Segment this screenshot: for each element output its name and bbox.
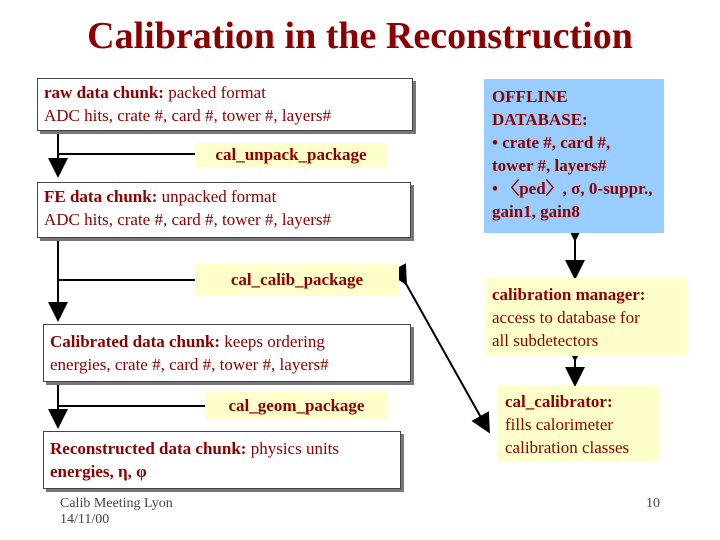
reconstructed-data-chunk-box [43, 431, 401, 489]
calibrator-line3: calibration classes [505, 438, 630, 457]
calibration-manager-box [485, 278, 687, 356]
offline-db-line: DATABASE: [492, 110, 588, 129]
manager-line3: all subdetectors [492, 331, 599, 350]
offline-db-line: gain1, gain8 [492, 202, 580, 221]
raw-data-chunk-box [37, 78, 413, 131]
calibrated-data-chunk-box [43, 324, 411, 382]
raw-chunk-line2: ADC hits, crate #, card #, tower #, layers# [44, 106, 332, 125]
calibrated-chunk-line2: energies, crate #, card #, tower #, layers# [50, 355, 329, 374]
calibrator-line2: fills calorimeter [505, 415, 614, 434]
unpack-package-label: cal_unpack_package [215, 145, 367, 164]
reco-chunk-heading-rest: physics units [246, 439, 340, 458]
fe-chunk-line2: ADC hits, crate #, card #, tower #, layers# [44, 210, 332, 229]
reco-chunk-line2: energies, η, φ [50, 462, 147, 481]
reco-chunk-heading: Reconstructed data chunk: [50, 439, 247, 458]
arrow-calib-calibrator [405, 282, 488, 430]
offline-db-line: OFFLINE [492, 87, 568, 106]
calibrator-box [497, 386, 659, 462]
raw-chunk-heading: raw data chunk: [44, 83, 164, 102]
unpack-package-box [195, 143, 387, 167]
footer-date: 14/11/00 [60, 512, 110, 527]
fe-chunk-heading: FE data chunk: [44, 187, 158, 206]
calib-package-box [195, 264, 399, 296]
calibrated-chunk-heading: Calibrated data chunk: [50, 332, 221, 351]
offline-db-line: • crate #, card #, [492, 133, 611, 152]
slide-title: Calibration in the Reconstruction [87, 15, 633, 57]
manager-line2: access to database for [492, 308, 640, 327]
offline-db-line: • 〈ped〉, σ, 0-suppr., [492, 179, 653, 198]
raw-chunk-heading-rest: packed format [163, 83, 266, 102]
footer-meeting [60, 496, 173, 528]
footer-meeting-name: Calib Meeting Lyon [60, 496, 173, 511]
offline-database-box [484, 79, 664, 233]
calibrated-chunk-heading-rest: keeps ordering [220, 332, 325, 351]
fe-chunk-heading-rest: unpacked format [157, 187, 277, 206]
geom-package-label: cal_geom_package [228, 396, 365, 415]
fe-data-chunk-box [37, 182, 411, 238]
calibrator-heading: cal_calibrator: [505, 392, 613, 411]
geom-package-box [205, 392, 388, 420]
offline-db-line: tower #, layers# [492, 156, 607, 175]
manager-heading: calibration manager: [492, 285, 646, 304]
page-number: 10 [646, 496, 660, 511]
calib-package-label: cal_calib_package [230, 270, 364, 289]
